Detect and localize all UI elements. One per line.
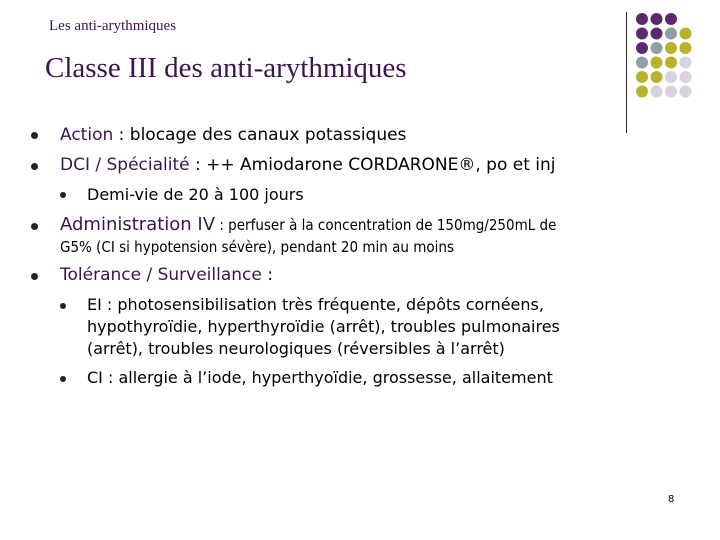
bullet-action <box>60 125 406 145</box>
decorative-dot <box>651 13 663 25</box>
decorative-dot <box>680 42 692 54</box>
decorative-dot <box>636 13 648 25</box>
sub-bullet-dot <box>60 303 66 309</box>
sub-bullet-dot <box>60 376 66 382</box>
sub-bullet-ci: CI : allergie à l’iode, hyperthyoïdie, grossesse, allaitement <box>87 368 553 387</box>
decorative-dot <box>651 28 663 40</box>
admin-label: Administration IV <box>60 214 216 235</box>
decorative-dot <box>665 71 677 83</box>
decorative-dot <box>665 13 677 25</box>
dci-label: DCI / Spécialité <box>60 155 190 175</box>
tolerance-text: : <box>261 265 273 285</box>
bullet-dot <box>31 132 38 139</box>
bullet-dot <box>31 223 38 230</box>
bullet-dot <box>31 273 38 280</box>
slide-title: Classe III des anti-arythmiques <box>45 52 407 84</box>
tolerance-label: Tolérance / Surveillance <box>60 265 262 285</box>
slide-header: Les anti-arythmiques <box>49 18 177 34</box>
sub-bullet-ei-line-2: hypothyroïdie, hyperthyroïdie (arrêt), troubles pulmonaires <box>87 317 560 336</box>
decorative-dot <box>665 86 677 98</box>
decorative-dot <box>636 86 648 98</box>
sub-bullet-ei-line-1: EI : photosensibilisation très fréquente, dépôts cornéens, <box>87 295 544 314</box>
admin-text: : perfuser à la concentration de 150mg/250mL de <box>215 216 557 234</box>
decorative-dot <box>680 28 692 40</box>
bullet-tolerance <box>60 265 273 285</box>
decorative-dot <box>651 71 663 83</box>
sub-bullet-ei-line-3: (arrêt), troubles neurologiques (réversibles à l’arrêt) <box>87 339 505 358</box>
decorative-dot <box>636 71 648 83</box>
bullet-dci <box>60 155 556 175</box>
decorative-dot <box>636 28 648 40</box>
decorative-dot <box>651 86 663 98</box>
decorative-dot <box>665 57 677 69</box>
action-label: Action <box>60 125 114 145</box>
action-text: : blocage des canaux potassiques <box>113 125 407 145</box>
sub-bullet-dot <box>60 192 66 198</box>
decorative-dot <box>636 42 648 54</box>
decorative-dot-grid <box>0 0 720 130</box>
bullet-dot <box>31 163 38 170</box>
decorative-dot <box>651 57 663 69</box>
decorative-dot <box>665 28 677 40</box>
dci-text: : ++ Amiodarone CORDARONE®, po et inj <box>189 155 556 175</box>
decorative-dot <box>680 86 692 98</box>
bullet-administration <box>60 214 556 235</box>
decorative-dot <box>636 57 648 69</box>
decorative-dot <box>680 71 692 83</box>
decorative-dot <box>680 57 692 69</box>
sub-bullet-demivie: Demi-vie de 20 à 100 jours <box>87 185 304 204</box>
decorative-dot <box>665 42 677 54</box>
admin-text-continued: G5% (CI si hypotension sévère), pendant 20 min au moins <box>60 238 454 256</box>
decorative-dot <box>651 42 663 54</box>
page-number: 8 <box>668 494 675 505</box>
